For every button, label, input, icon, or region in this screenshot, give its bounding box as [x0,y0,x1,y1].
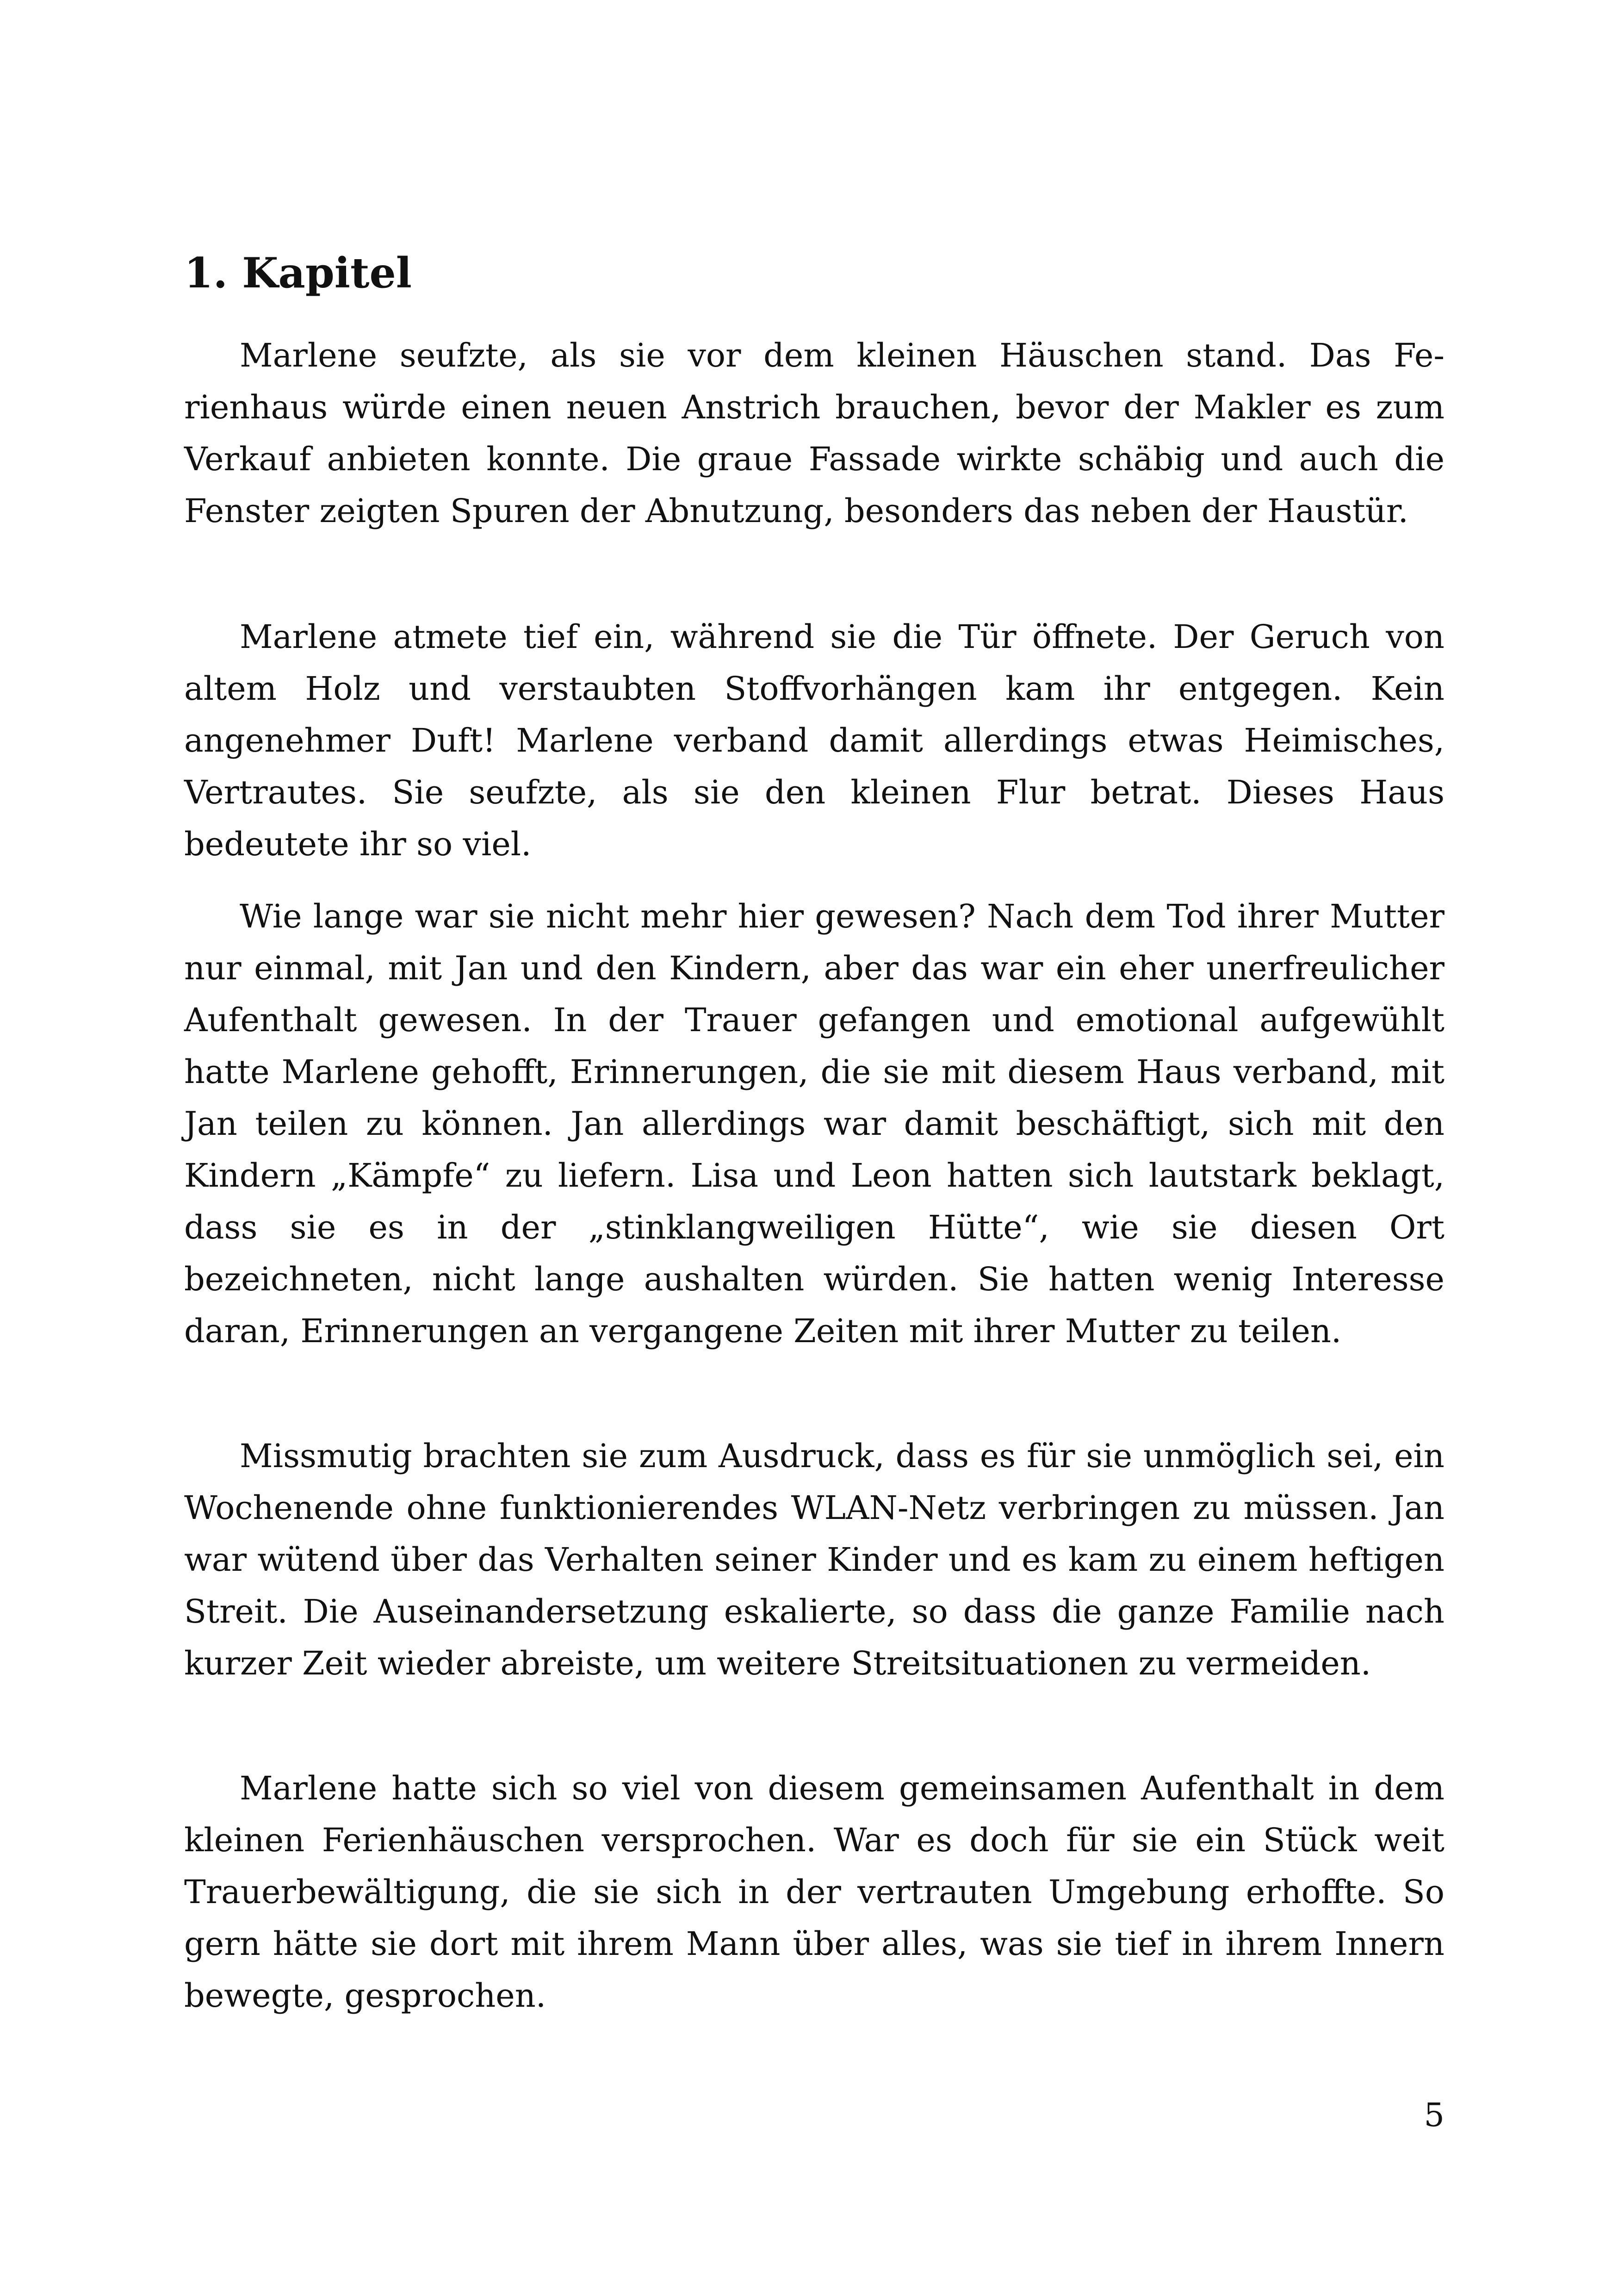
paragraph-2: Marlene atmete tief ein, während sie die Tür öffnete. Der Geruch von altem Holz und verstaubten Stoffvorhängen kam ihr entgegen. Kein angenehmer Duft! Marlene verband damit allerdings etwas Heimisches, Vertrautes. Sie seufzte, als sie den kleinen Flur betrat. Dieses Haus bedeutete ihr so viel. [184,618,1444,863]
chapter-title: 1. Kapitel [184,249,412,298]
paragraph-1: Marlene seufzte, als sie vor dem kleinen Häuschen stand. Das Ferienhaus würde einen neuen Anstrich brauchen, bevor der Makler es zum Verkauf anbieten konnte. Die graue Fassade wirkte schäbig und auch die Fenster zeigten Spuren der Abnutzung, besonders das neben der Haustür. [184,336,1444,530]
paragraph-3: Wie lange war sie nicht mehr hier gewesen? Nach dem Tod ihrer Mutter nur einmal, mit Jan und den Kindern, aber das war ein eher unerfreulicher Aufenthalt gewesen. In der Trauer gefangen und emotional aufgewühlt hatte Marlene gehofft, Erinnerungen, die sie mit diesem Haus verband, mit Jan teilen zu können. Jan allerdings war damit beschäftigt, sich mit den Kindern „Kämpfe“ zu liefern. Lisa und Leon hatten sich lautstark beklagt, dass sie es in der „stinklangweiligen Hütte“, wie sie diesen Ort bezeichneten, nicht lange aushalten würden. Sie hatten wenig Interesse daran, Erinnerungen an vergangene Zeiten mit ihrer Mutter zu teilen. [184,897,1444,1350]
page-number: 5 [1424,2096,1444,2134]
paragraph-5: Marlene hatte sich so viel von diesem gemeinsamen Aufenthalt in dem kleinen Ferienhäuschen versprochen. War es doch für sie ein Stück weit Trauerbewältigung, die sie sich in der vertrauten Umgebung erhoffte. So gern hätte sie dort mit ihrem Mann über alles, was sie tief in ihrem Innern bewegte, gesprochen. [184,1769,1444,2015]
paragraph-4: Missmutig brachten sie zum Ausdruck, dass es für sie unmöglich sei, ein Wochenende ohne funktionierendes WLAN-Netz verbringen zu müssen. Jan war wütend über das Verhalten seiner Kinder und es kam zu einem heftigen Streit. Die Auseinandersetzung eskalierte, so dass die ganze Familie nach kurzer Zeit wieder abreiste, um weitere Streitsituationen zu vermeiden. [184,1437,1444,1682]
